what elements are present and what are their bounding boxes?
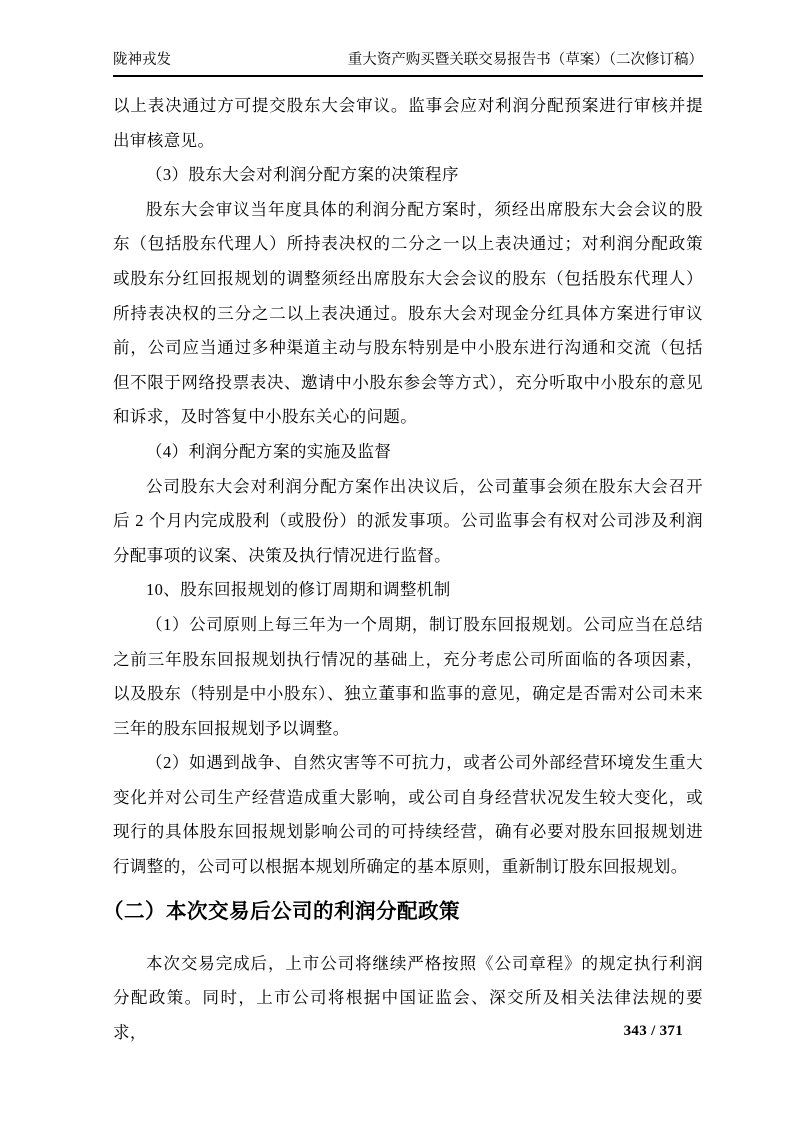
subheading-item-10: 10、股东回报规划的修订周期和调整机制 <box>146 580 451 600</box>
paragraph-continuation: 以上表决通过方可提交股东大会审议。监事会应对利润分配预案进行审核并提出审核意见。 <box>113 96 703 150</box>
paragraph-force-majeure: （2）如遇到战争、自然灾害等不可抗力，或者公司外部经营环境发生重大变化并对公司生产经营造成重大影响，或公司自身经营状况发生较大变化，或现行的具体股东回报规划影响公司的可持续经营，确有必要对股东回报规划进行调整的，公司可以根据本规划所确定的基本原则，重新制订股东回报规划。 <box>113 753 703 877</box>
section-heading-post-transaction-policy: （二）本次交易后公司的利润分配政策 <box>103 899 460 923</box>
paragraph-implementation-supervision: 公司股东大会对利润分配方案作出决议后，公司董事会须在股东大会召开后 2 个月内完成股利（或股份）的派发事项。公司监事会有权对公司涉及利润分配事项的议案、决策及执行情况进行监督。 <box>113 476 703 565</box>
header-report-title: 重大资产购买暨关联交易报告书（草案）（二次修订稿） <box>347 52 703 68</box>
subheading-item-3: （3）股东大会对利润分配方案的决策程序 <box>146 165 459 185</box>
subheading-item-4: （4）利润分配方案的实施及监督 <box>146 441 392 461</box>
page-number: 343 / 371 <box>623 1023 683 1039</box>
paragraph-post-transaction: 本次交易完成后，上市公司将继续严格按照《公司章程》的规定执行利润分配政策。同时，上市公司将根据中国证监会、深交所及相关法律法规的要求， <box>113 953 703 1042</box>
header-company-name: 陇神戎发 <box>113 52 171 68</box>
paragraph-plan-cycle: （1）公司原则上每三年为一个周期，制订股东回报规划。公司应当在总结之前三年股东回报规划执行情况的基础上，充分考虑公司所面临的各项因素，以及股东（特别是中小股东）、独立董事和监事的意见，确定是否需对公司未来三年的股东回报规划予以调整。 <box>113 614 703 738</box>
document-body <box>103 89 703 1050</box>
page-header <box>113 50 703 77</box>
paragraph-decision-procedure: 股东大会审议当年度具体的利润分配方案时，须经出席股东大会会议的股东（包括股东代理人）所持表决权的二分之一以上表决通过；对利润分配政策或股东分红回报规划的调整须经出席股东大会会议的股东（包括股东代理人）所持表决权的三分之二以上表决通过。股东大会对现金分红具体方案进行审议前，公司应当通过多种渠道主动与股东特别是中小股东进行沟通和交流（包括但不限于网络投票表决、邀请中小股东参会等方式），充分听取中小股东的意见和诉求，及时答复中小股东关心的问题。 <box>113 199 703 427</box>
